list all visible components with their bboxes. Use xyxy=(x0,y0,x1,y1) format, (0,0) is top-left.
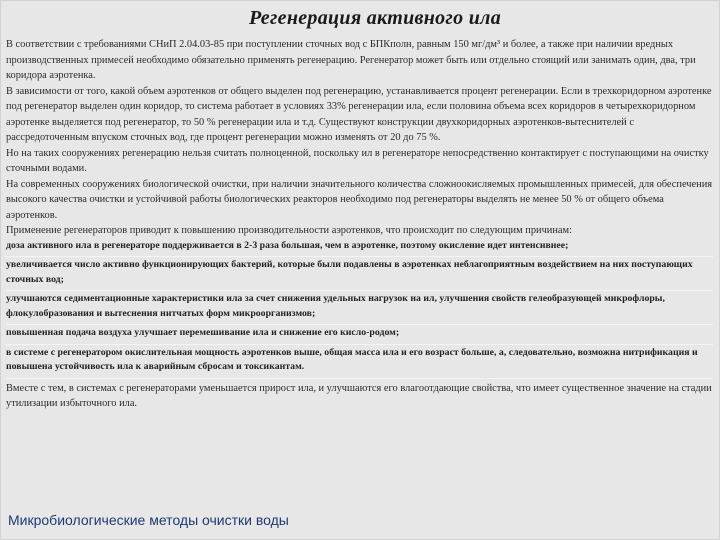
slide-title: Регенерация активного ила xyxy=(248,7,502,29)
paragraph-closing: Вместе с тем, в системах с регенераторами уменьшается прирост ила, и улучшаются его влагоотдающие свойства, что имеет существенное значение на стадии утилизации избыточного ила. xyxy=(6,382,712,409)
paragraph-reasons-intro: Применение регенераторов приводит к повышению производительности аэротенков, что происходит по следующим причинам: xyxy=(6,225,572,236)
slide-body xyxy=(6,37,713,412)
list-item: повышенная подача воздуха улучшает перемешивание ила и снижение его кисло-родом; xyxy=(6,326,713,345)
list-item: увеличивается число активно функционирующих бактерий, которые были подавлены в аэротенках неблагоприятным воздействием на них поступающих сточных вод; xyxy=(6,258,713,291)
list-item: улучшаются седиментационные характеристики ила за счет снижения удельных нагрузок на ил, улучшения свойств гелеобразующей микрофлоры, флокулобразования и вытеснения нитчатых форм микроорганизмов; xyxy=(6,292,713,325)
list-item: в системе с регенератором окислительная мощность аэротенков выше, общая масса ила и его возраст больше, а, следовательно, возможна нитрификация и повышена устойчивость ила к аварийным сбросам и токсикантам. xyxy=(6,346,713,379)
reasons-list xyxy=(6,239,713,379)
paragraph-regeneration-percent: В зависимости от того, какой объем аэротенков от общего выделен под регенерацию, устанавливается процент регенерации. Если в трехкоридорном аэротенке под регенератор выделен один коридор, то система работает в условиях 33% регенерации ила, если половина объема всех коридоров в четырехкоридорном аэротенке выделяется под регенератор, то 50 % регенерации ила и т.д. Существуют конструкции двухкоридорных аэротенков-вытеснителей с рассредоточенным впуском сточных вод, где процент регенерации можно изменять от 20 до 75 %. xyxy=(6,85,712,143)
paragraph-contact-limitation: Но на таких сооружениях регенерацию нельзя считать полноценной, поскольку ил в регенераторе непосредственно контактирует с поступающими на очистку сточными водами. xyxy=(6,147,709,174)
paragraph-modern-facilities: На современных сооружениях биологической очистки, при наличии значительного количества сложноокисляемых промышленных примесей, для обеспечения высокого качества очистки и устойчивой работы биологических реакторов необходимо под регенераторы выделять не менее 50 % от общего объема аэротенков. xyxy=(6,178,713,221)
paragraph-snip-requirements: В соответствии с требованиями СНиП 2.04.03-85 при поступлении сточных вод с БПКполн, равным 150 мг/дм³ и более, а также при наличии вредных производственных примесей необходимо обязательно применять регенерацию. Регенератор может быть или отдельно стоящий или занимать один, два, три коридора аэротенка. xyxy=(6,39,696,81)
footer-link[interactable]: Микробиологические методы очистки воды xyxy=(8,512,289,528)
list-item: доза активного ила в регенераторе поддерживается в 2-3 раза большая, чем в аэротенке, поэтому окисление идет интенсивнее; xyxy=(6,239,713,258)
